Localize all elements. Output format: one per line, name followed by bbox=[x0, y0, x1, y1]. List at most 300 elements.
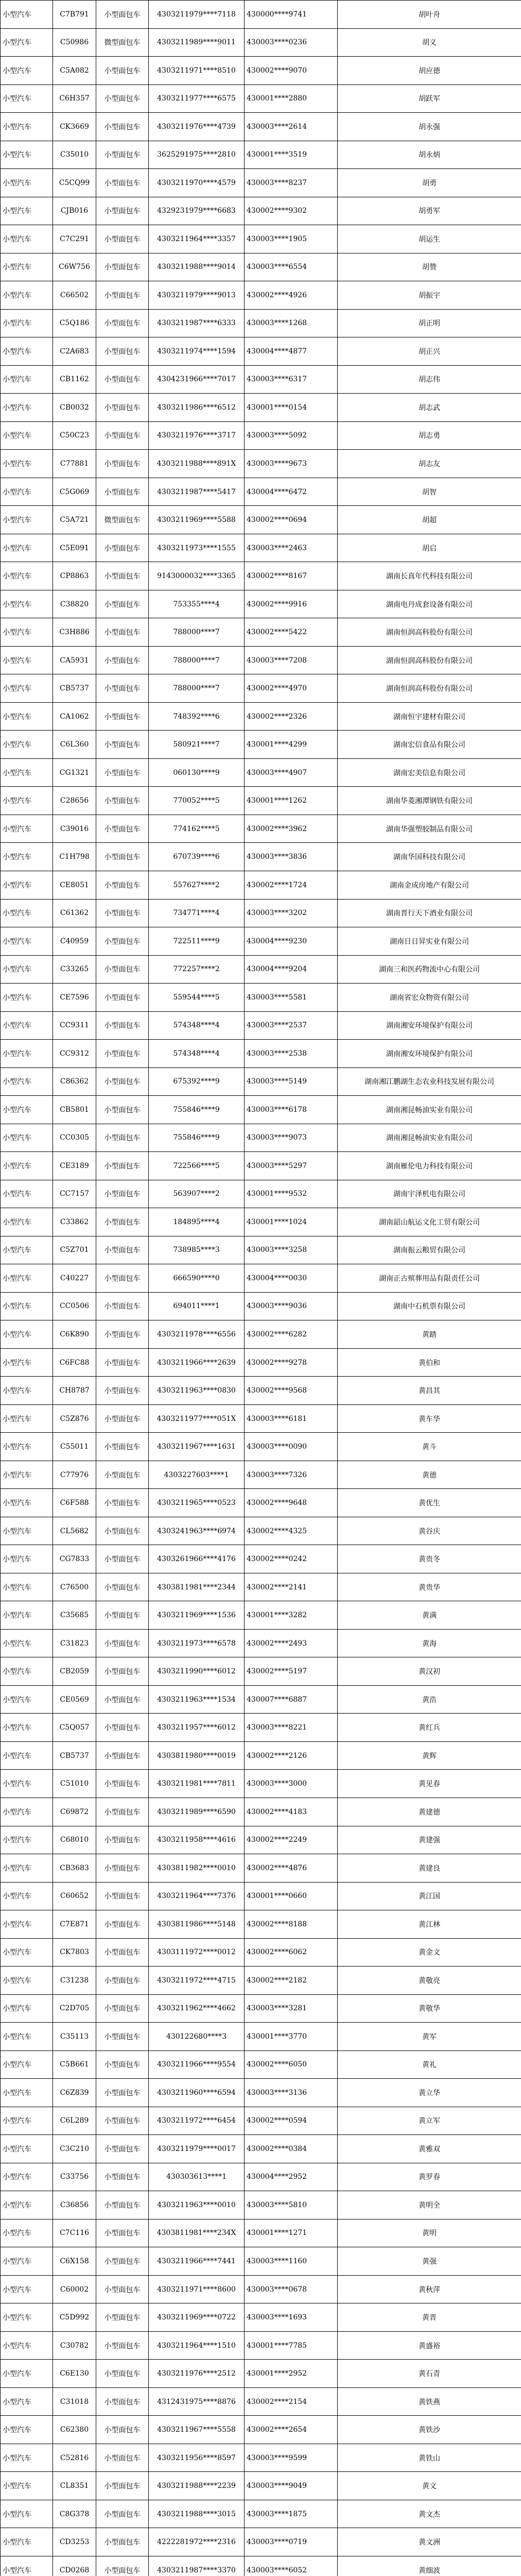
vehicle-type-cell: 小型汽车 bbox=[1, 506, 53, 534]
vehicle-kind-cell: 小型面包车 bbox=[96, 1180, 149, 1208]
owner-name-cell: 黄细波 bbox=[338, 2556, 521, 2576]
table-row bbox=[1, 646, 521, 674]
table-row bbox=[1, 562, 521, 590]
owner-name-cell: 湖南金成房地产有限公司 bbox=[338, 871, 521, 899]
vehicle-type-cell: 小型汽车 bbox=[1, 2472, 53, 2500]
vehicle-type-cell: 小型汽车 bbox=[1, 1236, 53, 1264]
vehicle-kind-cell: 小型面包车 bbox=[96, 731, 149, 759]
table-row bbox=[1, 1433, 521, 1461]
owner-name-cell: 黄文杰 bbox=[338, 2500, 521, 2528]
owner-name-cell: 黄盛裕 bbox=[338, 2331, 521, 2360]
id-number-cell: 4303211987****6333 bbox=[149, 309, 245, 337]
owner-name-cell: 黄建良 bbox=[338, 1854, 521, 1883]
id-number-cell: 753355****4 bbox=[149, 590, 245, 618]
postal-code-cell: 430002****2493 bbox=[245, 1629, 338, 1657]
plate-number-cell: C5Q186 bbox=[53, 309, 96, 337]
owner-name-cell: 湖南湘昆畅油实业有限公司 bbox=[338, 1096, 521, 1124]
postal-code-cell: 430002****0242 bbox=[245, 1545, 338, 1573]
postal-code-cell: 430002****9568 bbox=[245, 1377, 338, 1405]
vehicle-type-cell: 小型汽车 bbox=[1, 450, 53, 478]
table-row bbox=[1, 1236, 521, 1264]
table-row bbox=[1, 1348, 521, 1377]
plate-number-cell: CB2059 bbox=[53, 1657, 96, 1686]
id-number-cell: 580921****7 bbox=[149, 731, 245, 759]
plate-number-cell: C6X158 bbox=[53, 2247, 96, 2276]
owner-name-cell: 湖南恒润高科股份有限公司 bbox=[338, 618, 521, 647]
id-number-cell: 4303211973****1555 bbox=[149, 534, 245, 562]
table-row bbox=[1, 309, 521, 337]
vehicle-kind-cell: 小型面包车 bbox=[96, 1152, 149, 1180]
owner-name-cell: 胡义 bbox=[338, 28, 521, 57]
owner-name-cell: 胡振宇 bbox=[338, 281, 521, 310]
owner-name-cell: 湖南三和医药物流中心有限公司 bbox=[338, 955, 521, 984]
owner-name-cell: 胡永强 bbox=[338, 113, 521, 141]
table-row bbox=[1, 57, 521, 85]
plate-number-cell: C6L289 bbox=[53, 2107, 96, 2135]
owner-name-cell: 黄红兵 bbox=[338, 1714, 521, 1742]
vehicle-kind-cell: 小型面包车 bbox=[96, 450, 149, 478]
owner-name-cell: 黄建强 bbox=[338, 1826, 521, 1854]
id-number-cell: 574348****4 bbox=[149, 1011, 245, 1040]
plate-number-cell: CB5801 bbox=[53, 1096, 96, 1124]
table-row bbox=[1, 2107, 521, 2135]
vehicle-kind-cell: 小型面包车 bbox=[96, 365, 149, 394]
table-row bbox=[1, 1798, 521, 1826]
id-number-cell: 774162****5 bbox=[149, 815, 245, 843]
table-row bbox=[1, 899, 521, 927]
owner-name-cell: 黄斗 bbox=[338, 1433, 521, 1461]
id-number-cell: 4303211971****8510 bbox=[149, 57, 245, 85]
postal-code-cell: 430002****4183 bbox=[245, 1798, 338, 1826]
id-number-cell: 4303211965****0523 bbox=[149, 1489, 245, 1517]
owner-name-cell: 黄军 bbox=[338, 2023, 521, 2051]
plate-number-cell: C2D705 bbox=[53, 1994, 96, 2023]
vehicle-type-cell: 小型汽车 bbox=[1, 984, 53, 1012]
table-row bbox=[1, 1994, 521, 2023]
id-number-cell: 4303211988****3015 bbox=[149, 2500, 245, 2528]
id-number-cell: 4303811980****0019 bbox=[149, 1741, 245, 1770]
owner-name-cell: 湖南宏美信息有限公司 bbox=[338, 758, 521, 787]
vehicle-kind-cell: 小型面包车 bbox=[96, 225, 149, 253]
postal-code-cell: 430003****7208 bbox=[245, 646, 338, 674]
owner-name-cell: 黄立华 bbox=[338, 2079, 521, 2107]
vehicle-kind-cell: 小型面包车 bbox=[96, 1685, 149, 1714]
postal-code-cell: 430002****4926 bbox=[245, 281, 338, 310]
postal-code-cell: 430001****0660 bbox=[245, 1882, 338, 1910]
plate-number-cell: C7C116 bbox=[53, 2219, 96, 2247]
table-row bbox=[1, 1404, 521, 1433]
postal-code-cell: 430002****6050 bbox=[245, 2050, 338, 2079]
plate-number-cell: CE0569 bbox=[53, 1685, 96, 1714]
id-number-cell: 4303811981****2344 bbox=[149, 1573, 245, 1601]
plate-number-cell: C5A082 bbox=[53, 57, 96, 85]
vehicle-kind-cell: 小型面包车 bbox=[96, 84, 149, 113]
table-row bbox=[1, 1741, 521, 1770]
owner-name-cell: 黄金文 bbox=[338, 1938, 521, 1967]
id-number-cell: 755846****9 bbox=[149, 1096, 245, 1124]
postal-code-cell: 430003****9073 bbox=[245, 1124, 338, 1152]
table-row bbox=[1, 2556, 521, 2576]
id-number-cell: 4303811986****5148 bbox=[149, 1910, 245, 1939]
plate-number-cell: C60002 bbox=[53, 2275, 96, 2303]
id-number-cell: 734771****4 bbox=[149, 899, 245, 927]
table-row bbox=[1, 2023, 521, 2051]
vehicle-type-cell: 小型汽车 bbox=[1, 1714, 53, 1742]
owner-name-cell: 黄罗春 bbox=[338, 2163, 521, 2191]
owner-name-cell: 胡叶舟 bbox=[338, 1, 521, 29]
vehicle-kind-cell: 小型面包车 bbox=[96, 394, 149, 422]
owner-name-cell: 黄辉 bbox=[338, 1741, 521, 1770]
id-number-cell: 694011****1 bbox=[149, 1292, 245, 1320]
table-row bbox=[1, 1854, 521, 1883]
owner-name-cell: 黄明全 bbox=[338, 2191, 521, 2219]
vehicle-type-cell: 小型汽车 bbox=[1, 843, 53, 871]
postal-code-cell: 430002****0694 bbox=[245, 506, 338, 534]
postal-code-cell: 430002****1724 bbox=[245, 871, 338, 899]
vehicle-kind-cell: 小型面包车 bbox=[96, 1040, 149, 1068]
id-number-cell: 738985****3 bbox=[149, 1236, 245, 1264]
postal-code-cell: 430003****6178 bbox=[245, 1096, 338, 1124]
table-row bbox=[1, 815, 521, 843]
vehicle-kind-cell: 小型面包车 bbox=[96, 2247, 149, 2276]
owner-name-cell: 黄铁沙 bbox=[338, 2416, 521, 2444]
vehicle-kind-cell: 小型面包车 bbox=[96, 1967, 149, 1995]
id-number-cell: 788000****7 bbox=[149, 618, 245, 647]
vehicle-type-cell: 小型汽车 bbox=[1, 394, 53, 422]
table-row bbox=[1, 2472, 521, 2500]
vehicle-type-cell: 小型汽车 bbox=[1, 702, 53, 731]
owner-name-cell: 湖南恒润高科股份有限公司 bbox=[338, 674, 521, 703]
plate-number-cell: C31823 bbox=[53, 1629, 96, 1657]
table-row bbox=[1, 787, 521, 815]
plate-number-cell: CG1321 bbox=[53, 758, 96, 787]
postal-code-cell: 430003****0678 bbox=[245, 2275, 338, 2303]
owner-name-cell: 湖南宏信食品有限公司 bbox=[338, 731, 521, 759]
id-number-cell: 9143000032****3365 bbox=[149, 562, 245, 590]
vehicle-kind-cell: 小型面包车 bbox=[96, 2191, 149, 2219]
postal-code-cell: 430001****0154 bbox=[245, 394, 338, 422]
vehicle-type-cell: 小型汽车 bbox=[1, 113, 53, 141]
postal-code-cell: 430001****4299 bbox=[245, 731, 338, 759]
vehicle-kind-cell: 小型面包车 bbox=[96, 534, 149, 562]
vehicle-type-cell: 小型汽车 bbox=[1, 2023, 53, 2051]
vehicle-kind-cell: 小型面包车 bbox=[96, 337, 149, 366]
vehicle-kind-cell: 小型面包车 bbox=[96, 1461, 149, 1489]
postal-code-cell: 430003****0236 bbox=[245, 28, 338, 57]
owner-name-cell: 湖南正古殡葬用品有限责任公司 bbox=[338, 1264, 521, 1293]
id-number-cell: 4303211962****4662 bbox=[149, 1994, 245, 2023]
id-number-cell: 4303211963****1534 bbox=[149, 1685, 245, 1714]
plate-number-cell: C31018 bbox=[53, 2387, 96, 2416]
id-number-cell: 4312431975****8876 bbox=[149, 2387, 245, 2416]
plate-number-cell: CE3189 bbox=[53, 1152, 96, 1180]
vehicle-type-cell: 小型汽车 bbox=[1, 1685, 53, 1714]
plate-number-cell: C35685 bbox=[53, 1601, 96, 1630]
id-number-cell: 772257****2 bbox=[149, 955, 245, 984]
id-number-cell: 430122680****3 bbox=[149, 2023, 245, 2051]
table-row bbox=[1, 1882, 521, 1910]
id-number-cell: 4303211967****1631 bbox=[149, 1433, 245, 1461]
vehicle-type-cell: 小型汽车 bbox=[1, 253, 53, 281]
postal-code-cell: 430003****5092 bbox=[245, 421, 338, 450]
vehicle-kind-cell: 小型面包车 bbox=[96, 758, 149, 787]
table-row bbox=[1, 702, 521, 731]
table-row bbox=[1, 927, 521, 956]
plate-number-cell: C68010 bbox=[53, 1826, 96, 1854]
plate-number-cell: C61362 bbox=[53, 899, 96, 927]
plate-number-cell: C28656 bbox=[53, 787, 96, 815]
postal-code-cell: 430002****9070 bbox=[245, 57, 338, 85]
id-number-cell: 4303211977****051X bbox=[149, 1404, 245, 1433]
id-number-cell: 4303211979****7118 bbox=[149, 1, 245, 29]
vehicle-kind-cell: 小型面包车 bbox=[96, 2360, 149, 2388]
postal-code-cell: 430003****6052 bbox=[245, 2556, 338, 2576]
table-row bbox=[1, 1573, 521, 1601]
owner-name-cell: 湖南湘江鹏湖生态农业科技发展有限公司 bbox=[338, 1067, 521, 1096]
table-row bbox=[1, 1124, 521, 1152]
table-row bbox=[1, 1967, 521, 1995]
vehicle-kind-cell: 小型面包车 bbox=[96, 309, 149, 337]
vehicle-kind-cell: 小型面包车 bbox=[96, 1573, 149, 1601]
postal-code-cell: 430001****1262 bbox=[245, 787, 338, 815]
table-row bbox=[1, 1461, 521, 1489]
vehicle-type-cell: 小型汽车 bbox=[1, 478, 53, 506]
vehicle-type-cell: 小型汽车 bbox=[1, 1096, 53, 1124]
postal-code-cell: 430002****0594 bbox=[245, 2107, 338, 2135]
vehicle-kind-cell: 小型面包车 bbox=[96, 2219, 149, 2247]
vehicle-kind-cell: 小型面包车 bbox=[96, 702, 149, 731]
vehicle-kind-cell: 微型面包车 bbox=[96, 506, 149, 534]
plate-number-cell: C6FC88 bbox=[53, 1348, 96, 1377]
owner-name-cell: 黄秋萍 bbox=[338, 2275, 521, 2303]
postal-code-cell: 430002****4325 bbox=[245, 1517, 338, 1545]
id-number-cell: 4303211966****2639 bbox=[149, 1348, 245, 1377]
postal-code-cell: 430001****1024 bbox=[245, 1208, 338, 1236]
vehicle-kind-cell: 小型面包车 bbox=[96, 2107, 149, 2135]
id-number-cell: 4303211969****5588 bbox=[149, 506, 245, 534]
owner-name-cell: 湖南振云粮贸有限公司 bbox=[338, 1236, 521, 1264]
vehicle-kind-cell: 小型面包车 bbox=[96, 927, 149, 956]
table-row bbox=[1, 1910, 521, 1939]
plate-number-cell: CE8051 bbox=[53, 871, 96, 899]
vehicle-kind-cell: 小型面包车 bbox=[96, 57, 149, 85]
vehicle-type-cell: 小型汽车 bbox=[1, 1910, 53, 1939]
plate-number-cell: C35010 bbox=[53, 141, 96, 169]
table-row bbox=[1, 2444, 521, 2472]
id-number-cell: 4303211976****3717 bbox=[149, 421, 245, 450]
owner-name-cell: 黄昌其 bbox=[338, 1377, 521, 1405]
table-row bbox=[1, 1517, 521, 1545]
vehicle-type-cell: 小型汽车 bbox=[1, 421, 53, 450]
postal-code-cell: 430003****3136 bbox=[245, 2079, 338, 2107]
table-row bbox=[1, 2163, 521, 2191]
vehicle-type-cell: 小型汽车 bbox=[1, 927, 53, 956]
vehicle-type-cell: 小型汽车 bbox=[1, 2107, 53, 2135]
vehicle-kind-cell: 小型面包车 bbox=[96, 478, 149, 506]
table-row bbox=[1, 2191, 521, 2219]
plate-number-cell: C40227 bbox=[53, 1264, 96, 1293]
vehicle-type-cell: 小型汽车 bbox=[1, 1264, 53, 1293]
vehicle-kind-cell: 小型面包车 bbox=[96, 562, 149, 590]
postal-code-cell: 430003****9599 bbox=[245, 2444, 338, 2472]
owner-name-cell: 胡正兴 bbox=[338, 337, 521, 366]
plate-number-cell: CB3683 bbox=[53, 1854, 96, 1883]
vehicle-type-cell: 小型汽车 bbox=[1, 2331, 53, 2360]
id-number-cell: 4329231979****6683 bbox=[149, 197, 245, 225]
plate-number-cell: C6H357 bbox=[53, 84, 96, 113]
plate-number-cell: C6F588 bbox=[53, 1489, 96, 1517]
table-row bbox=[1, 1180, 521, 1208]
postal-code-cell: 430002****2182 bbox=[245, 1967, 338, 1995]
id-number-cell: 4303211963****0830 bbox=[149, 1377, 245, 1405]
owner-name-cell: 黄满 bbox=[338, 1601, 521, 1630]
postal-code-cell: 430001****1271 bbox=[245, 2219, 338, 2247]
plate-number-cell: C40959 bbox=[53, 927, 96, 956]
vehicle-type-cell: 小型汽车 bbox=[1, 2079, 53, 2107]
plate-number-cell: CC7157 bbox=[53, 1180, 96, 1208]
table-row bbox=[1, 534, 521, 562]
vehicle-kind-cell: 小型面包车 bbox=[96, 169, 149, 197]
owner-name-cell: 黄伯和 bbox=[338, 1348, 521, 1377]
table-row bbox=[1, 2247, 521, 2276]
plate-number-cell: C5Z876 bbox=[53, 1404, 96, 1433]
owner-name-cell: 黄海 bbox=[338, 1629, 521, 1657]
id-number-cell: 4303211988****891X bbox=[149, 450, 245, 478]
vehicle-kind-cell: 小型面包车 bbox=[96, 1377, 149, 1405]
vehicle-type-cell: 小型汽车 bbox=[1, 1180, 53, 1208]
plate-number-cell: CH8787 bbox=[53, 1377, 96, 1405]
vehicle-kind-cell: 小型面包车 bbox=[96, 1882, 149, 1910]
vehicle-kind-cell: 小型面包车 bbox=[96, 1938, 149, 1967]
id-number-cell: 4303211958****4616 bbox=[149, 1826, 245, 1854]
table-row bbox=[1, 337, 521, 366]
vehicle-type-cell: 小型汽车 bbox=[1, 1770, 53, 1798]
plate-number-cell: C62380 bbox=[53, 2416, 96, 2444]
id-number-cell: 4303211971****8600 bbox=[149, 2275, 245, 2303]
vehicle-kind-cell: 小型面包车 bbox=[96, 2528, 149, 2556]
postal-code-cell: 430003****4907 bbox=[245, 758, 338, 787]
plate-number-cell: CK7803 bbox=[53, 1938, 96, 1967]
table-row bbox=[1, 1320, 521, 1349]
vehicle-type-cell: 小型汽车 bbox=[1, 1657, 53, 1686]
vehicle-kind-cell: 小型面包车 bbox=[96, 1629, 149, 1657]
id-number-cell: 4303111972****0012 bbox=[149, 1938, 245, 1967]
owner-name-cell: 胡正明 bbox=[338, 309, 521, 337]
plate-number-cell: C6L360 bbox=[53, 731, 96, 759]
table-row bbox=[1, 1714, 521, 1742]
plate-number-cell: C6E130 bbox=[53, 2360, 96, 2388]
table-row bbox=[1, 365, 521, 394]
id-number-cell: 4303211979****0017 bbox=[149, 2135, 245, 2163]
postal-code-cell: 430003****2537 bbox=[245, 1011, 338, 1040]
plate-number-cell: CD3253 bbox=[53, 2528, 96, 2556]
id-number-cell: 748392****6 bbox=[149, 702, 245, 731]
postal-code-cell: 430002****8167 bbox=[245, 562, 338, 590]
vehicle-type-cell: 小型汽车 bbox=[1, 57, 53, 85]
vehicle-type-cell: 小型汽车 bbox=[1, 1573, 53, 1601]
table-row bbox=[1, 1629, 521, 1657]
owner-name-cell: 湖南华菱湘潭钢铁有限公司 bbox=[338, 787, 521, 815]
plate-number-cell: C39016 bbox=[53, 815, 96, 843]
owner-name-cell: 黄贵冬 bbox=[338, 1545, 521, 1573]
id-number-cell: 4303211974****1594 bbox=[149, 337, 245, 366]
table-row bbox=[1, 1545, 521, 1573]
vehicle-kind-cell: 小型面包车 bbox=[96, 1067, 149, 1096]
id-number-cell: 4303211966****7441 bbox=[149, 2247, 245, 2276]
vehicle-type-cell: 小型汽车 bbox=[1, 141, 53, 169]
vehicle-type-cell: 小型汽车 bbox=[1, 1433, 53, 1461]
plate-number-cell: C55011 bbox=[53, 1433, 96, 1461]
vehicle-kind-cell: 小型面包车 bbox=[96, 2050, 149, 2079]
id-number-cell: 4303211987****3370 bbox=[149, 2556, 245, 2576]
table-row bbox=[1, 281, 521, 310]
vehicle-kind-cell: 小型面包车 bbox=[96, 2556, 149, 2576]
vehicle-table-body bbox=[1, 1, 521, 2576]
vehicle-type-cell: 小型汽车 bbox=[1, 1292, 53, 1320]
vehicle-type-cell: 小型汽车 bbox=[1, 1208, 53, 1236]
plate-number-cell: CL8351 bbox=[53, 2472, 96, 2500]
vehicle-type-cell: 小型汽车 bbox=[1, 1461, 53, 1489]
table-row bbox=[1, 1067, 521, 1096]
plate-number-cell: C35113 bbox=[53, 2023, 96, 2051]
table-row bbox=[1, 1152, 521, 1180]
id-number-cell: 4303211956****8597 bbox=[149, 2444, 245, 2472]
owner-name-cell: 湖南恒润高科股份有限公司 bbox=[338, 646, 521, 674]
postal-code-cell: 430004****9230 bbox=[245, 927, 338, 956]
vehicle-kind-cell: 小型面包车 bbox=[96, 2387, 149, 2416]
id-number-cell: 675392****9 bbox=[149, 1067, 245, 1096]
plate-number-cell: C36856 bbox=[53, 2191, 96, 2219]
table-row bbox=[1, 2135, 521, 2163]
postal-code-cell: 430003****9049 bbox=[245, 2472, 338, 2500]
owner-name-cell: 胡永炳 bbox=[338, 141, 521, 169]
vehicle-kind-cell: 小型面包车 bbox=[96, 1770, 149, 1798]
plate-number-cell: CB5737 bbox=[53, 1741, 96, 1770]
id-number-cell: 4303211990****6012 bbox=[149, 1657, 245, 1686]
owner-name-cell: 胡志伟 bbox=[338, 365, 521, 394]
plate-number-cell: C69872 bbox=[53, 1798, 96, 1826]
postal-code-cell: 430003****5297 bbox=[245, 1152, 338, 1180]
table-row bbox=[1, 141, 521, 169]
table-row bbox=[1, 253, 521, 281]
postal-code-cell: 430002****9916 bbox=[245, 590, 338, 618]
vehicle-kind-cell: 小型面包车 bbox=[96, 2079, 149, 2107]
vehicle-kind-cell: 小型面包车 bbox=[96, 1910, 149, 1939]
owner-name-cell: 湖南恒宇建材有限公司 bbox=[338, 702, 521, 731]
vehicle-kind-cell: 小型面包车 bbox=[96, 2135, 149, 2163]
postal-code-cell: 430002****4876 bbox=[245, 1854, 338, 1883]
table-row bbox=[1, 2500, 521, 2528]
vehicle-type-cell: 小型汽车 bbox=[1, 787, 53, 815]
postal-code-cell: 430001****2952 bbox=[245, 2360, 338, 2388]
plate-number-cell: C6W756 bbox=[53, 253, 96, 281]
vehicle-kind-cell: 小型面包车 bbox=[96, 1826, 149, 1854]
postal-code-cell: 430001****3770 bbox=[245, 2023, 338, 2051]
vehicle-kind-cell: 小型面包车 bbox=[96, 1994, 149, 2023]
id-number-cell: 4303227603****1 bbox=[149, 1461, 245, 1489]
vehicle-type-cell: 小型汽车 bbox=[1, 2528, 53, 2556]
plate-number-cell: CC0305 bbox=[53, 1124, 96, 1152]
vehicle-kind-cell: 小型面包车 bbox=[96, 1517, 149, 1545]
plate-number-cell: C60652 bbox=[53, 1882, 96, 1910]
id-number-cell: 4303811981****234X bbox=[149, 2219, 245, 2247]
postal-code-cell: 430003****8221 bbox=[245, 1714, 338, 1742]
vehicle-kind-cell: 小型面包车 bbox=[96, 1292, 149, 1320]
vehicle-kind-cell: 小型面包车 bbox=[96, 646, 149, 674]
table-row bbox=[1, 674, 521, 703]
owner-name-cell: 湖南日日昇实业有限公司 bbox=[338, 927, 521, 956]
owner-name-cell: 胡志武 bbox=[338, 394, 521, 422]
